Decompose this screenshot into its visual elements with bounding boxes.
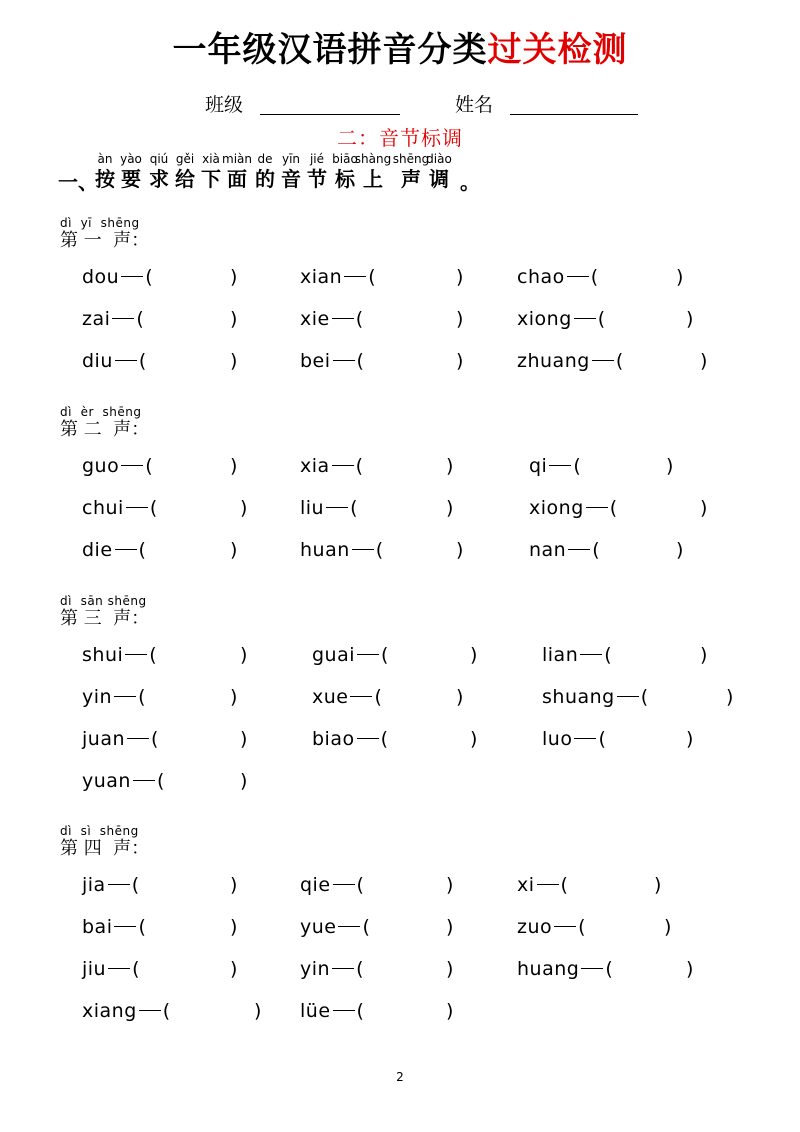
syllable-item	[312, 727, 482, 751]
answer-close-paren: )	[470, 728, 478, 750]
dash-separator	[574, 738, 596, 739]
answer-close-paren: )	[230, 266, 238, 288]
syllable-text: yin	[300, 958, 331, 980]
tone-heading-pinyin: dì sān shēng	[60, 594, 147, 608]
dash-separator	[344, 276, 366, 277]
syllable-text: jiu	[82, 958, 107, 980]
syllable-text: xue	[312, 686, 349, 708]
answer-close-paren: )	[700, 644, 708, 666]
syllable-text: xi	[517, 874, 535, 896]
syllable-item	[300, 496, 458, 520]
answer-open-paren: (	[362, 916, 371, 938]
syllable-item	[300, 873, 458, 897]
syllable-text: yue	[300, 916, 337, 938]
syllable-text: xiang	[82, 1000, 137, 1022]
syllable-item	[82, 685, 242, 709]
dash-separator	[567, 276, 589, 277]
dash-separator	[357, 738, 379, 739]
syllable-text: yuan	[82, 770, 131, 792]
answer-close-paren: )	[240, 644, 248, 666]
dash-separator	[127, 738, 149, 739]
dash-separator	[357, 654, 379, 655]
syllable-item	[517, 957, 698, 981]
syllable-item	[82, 538, 242, 562]
syllable-item	[82, 957, 242, 981]
answer-close-paren: )	[446, 916, 454, 938]
syllable-item	[300, 349, 468, 373]
answer-open-paren: (	[350, 497, 359, 519]
answer-close-paren: )	[456, 686, 464, 708]
dash-separator	[332, 968, 354, 969]
name-label: 姓名	[455, 94, 494, 116]
syllable-item	[542, 643, 712, 667]
dash-separator	[108, 968, 130, 969]
hanzi-char: 节	[307, 167, 327, 191]
syllable-item	[529, 538, 688, 562]
answer-close-paren: )	[240, 497, 248, 519]
answer-close-paren: )	[456, 308, 464, 330]
dash-separator	[108, 884, 130, 885]
syllable-item	[517, 265, 688, 289]
answer-close-paren: )	[700, 350, 708, 372]
syllable-text: yin	[82, 686, 113, 708]
pinyin-annotation: xià	[202, 152, 220, 166]
answer-open-paren: (	[356, 874, 365, 896]
answer-open-paren: (	[374, 686, 383, 708]
syllable-item	[517, 349, 712, 373]
dash-separator	[126, 507, 148, 508]
answer-open-paren: (	[138, 539, 147, 561]
syllable-text: chui	[82, 497, 124, 519]
instruction-number: 一、	[58, 170, 98, 194]
hanzi-char: 声	[401, 167, 421, 191]
syllable-item	[529, 454, 678, 478]
pinyin-annotation: qiú	[149, 152, 169, 166]
syllable-text: dou	[82, 266, 120, 288]
dash-separator	[352, 549, 374, 550]
answer-open-paren: (	[131, 874, 140, 896]
dash-separator	[133, 780, 155, 781]
dash-separator	[139, 1010, 161, 1011]
dash-separator	[114, 696, 136, 697]
answer-close-paren: )	[230, 686, 238, 708]
pinyin-annotation: shēng	[392, 152, 430, 166]
answer-close-paren: )	[446, 455, 454, 477]
hanzi-char: 的	[255, 167, 275, 191]
answer-close-paren: )	[686, 958, 694, 980]
syllable-text: luo	[542, 728, 573, 750]
hanzi-char: 下	[201, 167, 221, 191]
answer-open-paren: (	[356, 1000, 365, 1022]
syllable-text: huan	[300, 539, 350, 561]
answer-open-paren: (	[590, 266, 599, 288]
syllable-item	[300, 915, 458, 939]
answer-close-paren: )	[230, 539, 238, 561]
dash-separator	[114, 926, 136, 927]
syllable-item	[82, 454, 242, 478]
syllable-item	[312, 643, 482, 667]
hanzi-char: 调	[429, 167, 449, 191]
answer-open-paren: (	[162, 1000, 171, 1022]
syllable-text: liu	[300, 497, 325, 519]
student-info	[0, 90, 800, 120]
dash-separator	[125, 654, 147, 655]
syllable-text: xia	[300, 455, 330, 477]
answer-close-paren: )	[676, 266, 684, 288]
class-field[interactable]	[260, 114, 400, 115]
syllable-text: zai	[82, 308, 111, 330]
hanzi-char: 按	[95, 167, 115, 191]
tone-heading-text: 第 三 声：	[60, 608, 150, 629]
answer-open-paren: (	[149, 644, 158, 666]
syllable-item	[82, 727, 252, 751]
tone-heading-text: 第 四 声：	[60, 838, 150, 859]
answer-close-paren: )	[456, 350, 464, 372]
tone-heading	[60, 824, 149, 860]
pinyin-annotation: yào	[120, 152, 142, 166]
syllable-item	[542, 727, 698, 751]
syllable-text: lüe	[300, 1000, 331, 1022]
tone-heading	[60, 405, 149, 441]
dash-separator	[115, 549, 137, 550]
name-field[interactable]	[510, 114, 638, 115]
answer-open-paren: (	[355, 308, 364, 330]
syllable-item	[82, 496, 252, 520]
answer-open-paren: (	[604, 644, 613, 666]
dash-separator	[121, 276, 143, 277]
answer-close-paren: )	[470, 644, 478, 666]
answer-open-paren: (	[592, 539, 601, 561]
hanzi-char: 求	[149, 167, 169, 191]
answer-close-paren: )	[230, 455, 238, 477]
answer-close-paren: )	[240, 770, 248, 792]
title-highlight: 过关检测	[487, 30, 628, 70]
pinyin-annotation: de	[257, 152, 273, 166]
answer-close-paren: )	[664, 916, 672, 938]
syllable-text: bai	[82, 916, 113, 938]
answer-open-paren: (	[605, 958, 614, 980]
answer-open-paren: (	[597, 308, 606, 330]
answer-close-paren: )	[240, 728, 248, 750]
syllable-text: biao	[312, 728, 355, 750]
hanzi-char: 面	[227, 167, 247, 191]
syllable-item	[300, 307, 468, 331]
answer-close-paren: )	[446, 497, 454, 519]
pinyin-annotation: diào	[426, 152, 452, 166]
syllable-text: die	[82, 539, 113, 561]
answer-close-paren: )	[676, 539, 684, 561]
dash-separator	[332, 465, 354, 466]
title-main: 一年级汉语拼音分类	[172, 30, 488, 70]
answer-open-paren: (	[132, 958, 141, 980]
dash-separator	[332, 318, 354, 319]
answer-close-paren: )	[666, 455, 674, 477]
syllable-item	[82, 643, 252, 667]
syllable-item	[300, 454, 458, 478]
syllable-text: guai	[312, 644, 356, 666]
answer-open-paren: (	[640, 686, 649, 708]
syllable-item	[542, 685, 738, 709]
answer-open-paren: (	[356, 958, 364, 980]
tone-heading	[60, 594, 149, 630]
dash-separator	[333, 360, 355, 361]
answer-open-paren: (	[609, 497, 618, 519]
syllable-text: qi	[529, 455, 548, 477]
answer-open-paren: (	[145, 266, 154, 288]
answer-open-paren: (	[156, 770, 165, 792]
syllable-text: jia	[82, 874, 106, 896]
answer-close-paren: )	[700, 497, 708, 519]
pinyin-annotation: shàng	[354, 152, 392, 166]
syllable-text: qie	[300, 874, 331, 896]
dash-separator	[112, 318, 134, 319]
answer-open-paren: (	[368, 266, 377, 288]
tone-heading-pinyin: dì yī shēng	[60, 216, 140, 230]
pinyin-annotation: miàn	[222, 152, 252, 166]
answer-close-paren: )	[446, 1000, 454, 1022]
syllable-text: chao	[517, 266, 565, 288]
answer-close-paren: )	[686, 728, 694, 750]
answer-close-paren: )	[230, 350, 238, 372]
syllable-text: lian	[542, 644, 579, 666]
answer-open-paren: (	[136, 308, 145, 330]
pinyin-annotation: yīn	[281, 152, 301, 166]
answer-close-paren: )	[654, 874, 662, 896]
pinyin-annotation: àn	[97, 152, 113, 166]
answer-close-paren: )	[446, 958, 454, 980]
pinyin-annotation: jié	[309, 152, 325, 166]
tone-heading-pinyin: dì èr shēng	[60, 405, 142, 419]
answer-open-paren: (	[560, 874, 569, 896]
page-title	[0, 22, 800, 71]
syllable-text: xiong	[529, 497, 584, 519]
answer-open-paren: (	[573, 455, 582, 477]
answer-close-paren: )	[456, 539, 464, 561]
syllable-text: juan	[82, 728, 126, 750]
dash-separator	[586, 507, 608, 508]
answer-open-paren: (	[615, 350, 624, 372]
instruction-end: 。	[460, 170, 480, 194]
dash-separator	[338, 926, 360, 927]
class-label: 班级	[205, 94, 244, 116]
answer-close-paren: )	[230, 308, 238, 330]
dash-separator	[350, 696, 372, 697]
answer-close-paren: )	[254, 1000, 262, 1022]
instruction-char	[417, 152, 461, 192]
syllable-text: zhuang	[517, 350, 590, 372]
syllable-item	[517, 873, 666, 897]
answer-open-paren: (	[375, 539, 384, 561]
answer-open-paren: (	[356, 350, 365, 372]
answer-open-paren: (	[138, 916, 147, 938]
syllable-text: shui	[82, 644, 124, 666]
syllable-text: xiong	[517, 308, 572, 330]
syllable-text: huang	[517, 958, 580, 980]
answer-open-paren: (	[138, 350, 147, 372]
dash-separator	[333, 884, 355, 885]
syllable-item	[529, 496, 712, 520]
answer-open-paren: (	[145, 455, 154, 477]
syllable-item	[517, 307, 698, 331]
dash-separator	[554, 926, 576, 927]
answer-close-paren: )	[230, 874, 238, 896]
page-number: 2	[396, 1070, 404, 1084]
syllable-item	[300, 957, 458, 981]
syllable-item	[82, 349, 242, 373]
answer-open-paren: (	[138, 686, 146, 708]
syllable-item	[300, 999, 458, 1023]
syllable-item	[300, 538, 468, 562]
answer-open-paren: (	[151, 728, 159, 750]
answer-open-paren: (	[598, 728, 607, 750]
tone-heading-text: 第 二 声：	[60, 419, 150, 440]
answer-close-paren: )	[456, 266, 464, 288]
syllable-text: xian	[300, 266, 343, 288]
hanzi-char: 给	[175, 167, 195, 191]
answer-open-paren: (	[380, 728, 389, 750]
dash-separator	[592, 360, 614, 361]
syllable-item	[300, 265, 468, 289]
syllable-item	[82, 999, 266, 1023]
answer-close-paren: )	[230, 958, 238, 980]
answer-open-paren: (	[578, 916, 587, 938]
answer-close-paren: )	[726, 686, 734, 708]
syllable-text: guo	[82, 455, 120, 477]
syllable-item	[82, 265, 242, 289]
syllable-text: diu	[82, 350, 113, 372]
answer-close-paren: )	[686, 308, 694, 330]
hanzi-char: 上	[363, 167, 383, 191]
syllable-item	[82, 769, 252, 793]
syllable-item	[82, 307, 242, 331]
syllable-text: shuang	[542, 686, 615, 708]
answer-open-paren: (	[149, 497, 158, 519]
answer-close-paren: )	[446, 874, 454, 896]
syllable-item	[312, 685, 468, 709]
syllable-text: zuo	[517, 916, 553, 938]
section-subtitle: 二：音节标调	[337, 126, 463, 150]
dash-separator	[568, 549, 590, 550]
dash-separator	[333, 1010, 355, 1011]
answer-open-paren: (	[381, 644, 389, 666]
dash-separator	[115, 360, 137, 361]
syllable-text: nan	[529, 539, 567, 561]
tone-heading	[60, 216, 149, 252]
syllable-text: xie	[300, 308, 330, 330]
dash-separator	[326, 507, 348, 508]
syllable-item	[517, 915, 676, 939]
hanzi-char: 音	[281, 167, 301, 191]
dash-separator	[574, 318, 596, 319]
hanzi-char: 标	[335, 167, 355, 191]
syllable-item	[82, 915, 242, 939]
dash-separator	[617, 696, 639, 697]
hanzi-char: 要	[121, 167, 141, 191]
tone-heading-pinyin: dì sì shēng	[60, 824, 139, 838]
dash-separator	[121, 465, 143, 466]
dash-separator	[581, 968, 603, 969]
pinyin-annotation: gěi	[175, 152, 195, 166]
syllable-item	[82, 873, 242, 897]
tone-heading-text: 第 一 声：	[60, 230, 150, 251]
dash-separator	[537, 884, 559, 885]
dash-separator	[580, 654, 602, 655]
answer-close-paren: )	[230, 916, 238, 938]
answer-open-paren: (	[355, 455, 364, 477]
syllable-text: bei	[300, 350, 331, 372]
pinyin-annotation: biāo	[332, 152, 358, 166]
dash-separator	[549, 465, 571, 466]
